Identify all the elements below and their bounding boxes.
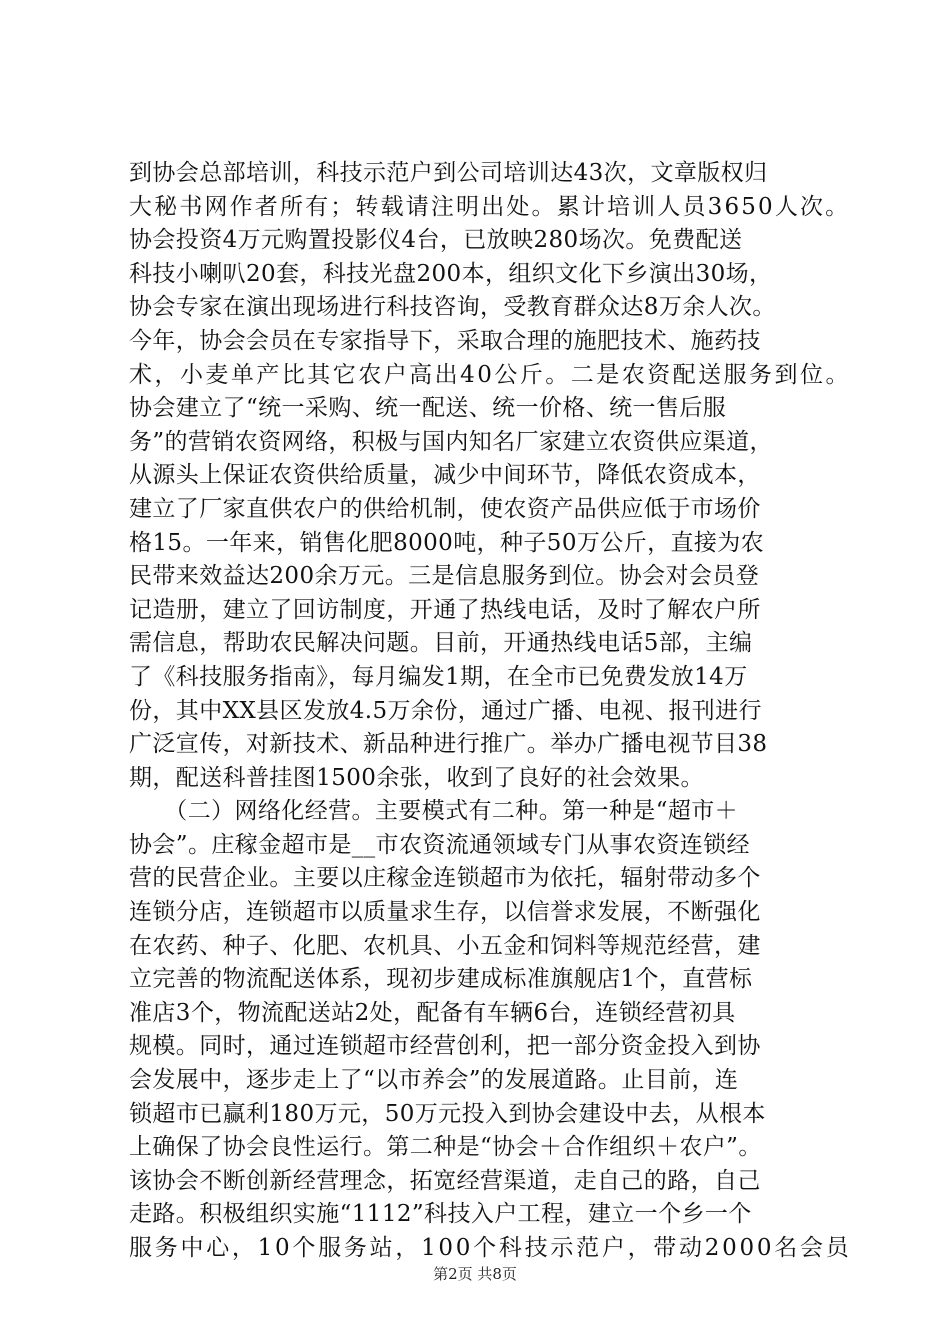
text-line: 准店3个，物流配送站2处，配备有车辆6台，连锁经营初具 [129,999,736,1026]
text-line: 锁超市已赢利180万元，50万元投入到协会建设中去，从根本 [129,1100,766,1127]
text-line: 建立了厂家直供农户的供给机制，使农资产品供应低于市场价 [129,495,761,522]
text-line: 连锁分店，连锁超市以质量求生存，以信誉求发展，不断强化 [129,899,761,926]
text-line: 记造册，建立了回访制度，开通了热线电话，及时了解农户所 [129,596,761,623]
text-line: 协会”。庄稼金超市是__市农资流通领域专门从事农资连锁经 [129,831,750,858]
text-line: 规模。同时，通过连锁超市经营创利，把一部分资金投入到协 [129,1033,761,1060]
text-line: 协会专家在演出现场进行科技咨询，受教育群众达8万余人次。 [129,294,776,321]
text-line: 大秘书网作者所有；转载请注明出处。累计培训人员3650人次。 [129,193,851,220]
text-line: 份，其中XX县区发放4.5万余份，通过广播、电视、报刊进行 [129,697,762,724]
text-line: 会发展中，逐步走上了“以市养会”的发展道路。止目前，连 [129,1067,739,1094]
text-line: 广泛宣传，对新技术、新品种进行推广。举办广播电视节目38 [129,731,768,758]
text-line: 格15。一年来，销售化肥8000吨，种子50万公斤，直接为农 [129,529,765,556]
text-line: 术，小麦单产比其它农户高出40公斤。二是农资配送服务到位。 [129,361,851,388]
text-line: 协会投资4万元购置投影仪4台，已放映280场次。免费配送 [129,227,743,254]
text-line: 期，配送科普挂图1500余张，收到了良好的社会效果。 [129,764,704,791]
text-line: 到协会总部培训，科技示范户到公司培训达43次，文章版权归 [129,160,768,186]
text-line: 服务中心，10个服务站，100个科技示范户，带动2000名会员 [129,1235,852,1261]
text-line: 在农药、种子、化肥、农机具、小五金和饲料等规范经营，建 [129,932,761,959]
body-text [129,157,852,1266]
page-footer: 第2页 共8页 [433,1265,517,1283]
text-line: 今年，协会会员在专家指导下，采取合理的施肥技术、施药技 [129,327,761,354]
text-line: 上确保了协会良性运行。第二种是“协会＋合作组织＋农户”。 [129,1134,762,1161]
text-line: 需信息，帮助农民解决问题。目前，开通热线电话5部，主编 [129,630,753,657]
text-line: 务”的营销农资网络，积极与国内知名厂家建立农资供应渠道， [129,428,773,455]
text-line: 了《科技服务指南》，每月编发1期，在全市已免费发放14万 [129,663,748,690]
text-line: 从源头上保证农资供给质量，减少中间环节，降低农资成本， [129,462,761,489]
text-line: 立完善的物流配送体系，现初步建成标准旗舰店1个，直营标 [129,966,753,993]
text-line: 该协会不断创新经营理念，拓宽经营渠道，走自己的路，自己 [129,1167,761,1194]
text-line: 营的民营企业。主要以庄稼金连锁超市为依托，辐射带动多个 [129,865,761,892]
text-line: （二）网络化经营。主要模式有二种。第一种是“超市＋ [129,798,739,825]
text-line: 科技小喇叭20套，科技光盘200本，组织文化下乡演出30场， [129,260,773,287]
text-line: 民带来效益达200余万元。三是信息服务到位。协会对会员登 [129,563,760,590]
text-line: 走路。积极组织实施“1112”科技入户工程，建立一个乡一个 [129,1201,752,1228]
text-line: 协会建立了“统一采购、统一配送、统一价格、统一售后服 [129,395,727,422]
